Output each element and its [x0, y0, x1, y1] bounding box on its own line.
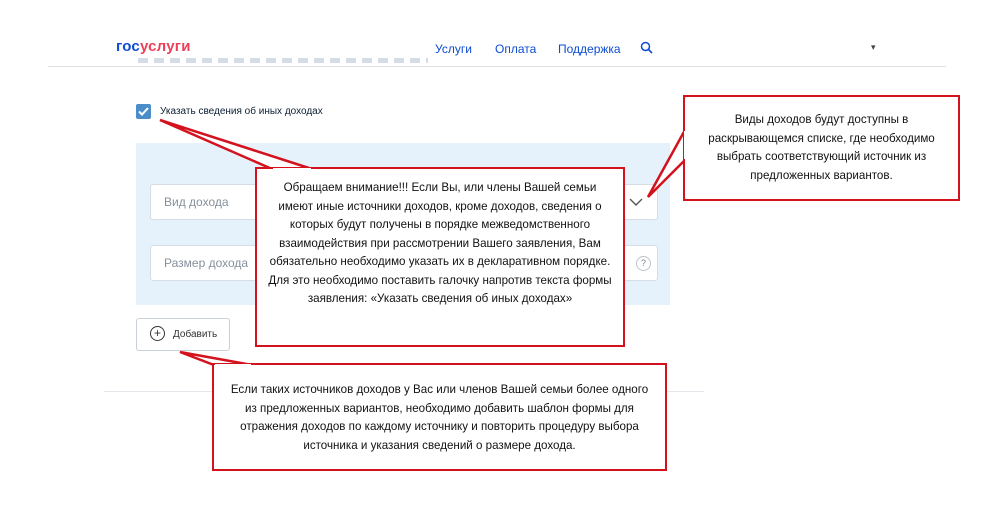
nav-support[interactable]: Поддержка [558, 42, 621, 56]
bottom-tail-join [215, 364, 251, 367]
plus-circle-icon: + [150, 326, 165, 341]
bottom-callout-text: Если таких источников доходов у Вас или членов Вашей семьи более одного из предложенных вариантов, необходимо добавить шаблон формы для отражения доходов по каждому источнику и повторить процедуру выбора источника и указания сведений о размере дохода. [230, 383, 649, 452]
add-income-button-label: Добавить [173, 329, 218, 340]
other-income-checkbox-label[interactable]: Указать сведения об иных доходах [160, 106, 323, 117]
main-tail-join [273, 168, 311, 171]
income-type-placeholder: Вид дохода [164, 195, 229, 209]
income-amount-placeholder: Размер дохода [164, 256, 249, 270]
cropped-text-line [138, 58, 428, 63]
chevron-down-icon[interactable] [629, 194, 643, 212]
header-divider [48, 66, 946, 67]
account-dropdown-caret-icon[interactable]: ▾ [871, 42, 876, 52]
right-tail-join [684, 131, 687, 159]
checkmark-icon [138, 107, 149, 116]
gosuslugi-logo[interactable] [116, 38, 191, 55]
bottom-callout [212, 363, 667, 471]
other-income-checkbox[interactable] [136, 104, 151, 119]
right-callout-text: Виды доходов будут доступны в раскрывающемся списке, где необходимо выбрать соответствующий источник из предложенных вариантов. [708, 113, 935, 182]
main-callout-text: Обращаем внимание!!! Если Вы, или члены Вашей семьи имеют иные источники доходов, кроме доходов, сведения о которых будут получены в порядке межведомственного взаимодействия при рассмотрении Вашего заявления, Вам обязательно необходимо указать их в декларативном порядке. Для это необходимо поставить галочку напротив текста формы заявления: «Указать сведения об иных доходах» [268, 181, 612, 305]
nav-payment[interactable]: Оплата [495, 42, 537, 56]
logo-part-uslugi: услуги [139, 38, 191, 55]
nav-services[interactable]: Услуги [435, 42, 472, 56]
logo-part-gos: гос [116, 38, 140, 55]
main-callout [255, 167, 625, 347]
search-icon[interactable] [640, 41, 654, 55]
right-callout [683, 95, 960, 201]
help-icon[interactable]: ? [636, 256, 651, 271]
